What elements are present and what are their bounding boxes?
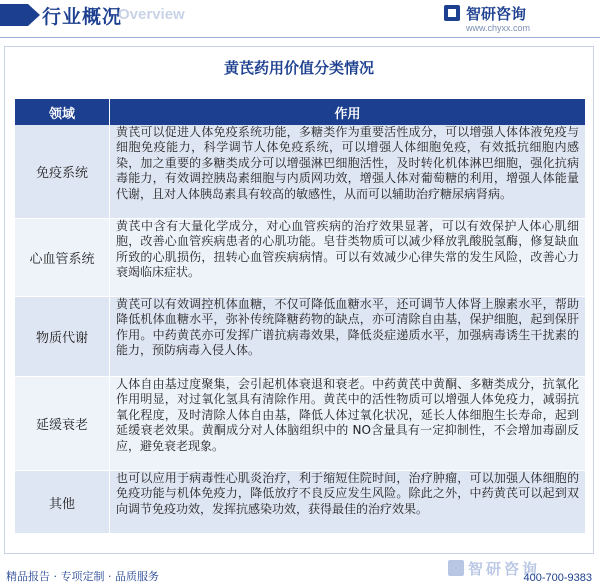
footer [0, 558, 600, 588]
row-category: 物质代谢 [15, 297, 110, 376]
logo [426, 3, 586, 35]
footer-slogan: 精品报告 · 专项定制 · 品质服务 [6, 570, 159, 583]
row-category: 心血管系统 [15, 219, 110, 296]
column-header-field: 领域 [15, 99, 110, 125]
value-table [15, 99, 585, 534]
row-description: 黄芪可以有效调控机体血糖，不仅可降低血糖水平，还可调节人体肾上腺素水平，帮助降低机体血糖水平，弥补传统降糖药物的缺点，亦可清除自由基，保护细胞，起到保肝作用。中药黄芪亦可发挥广谱抗病毒效果，降低炎症递质水平，加强病毒诱生干扰素的能力，预防病毒入侵人体。 [110, 297, 585, 376]
footer-phone: 400-700-9383 [523, 572, 592, 584]
row-category: 延缓衰老 [15, 377, 110, 470]
column-header-effect: 作用 [334, 106, 361, 122]
table-title: 黄芪药用价值分类情况 [223, 59, 374, 77]
row-category: 其他 [15, 471, 110, 533]
table-row [15, 377, 585, 471]
header-divider [0, 37, 600, 38]
table-row [15, 471, 585, 534]
brand-bar [0, 4, 28, 26]
table-row [15, 219, 585, 297]
section-title: 行业概况 [42, 6, 123, 28]
row-description: 也可以应用于病毒性心肌炎治疗，利于缩短住院时间，治疗肿瘤，可以加强人体细胞的免疫功能与机体免疫力，降低放疗不良反应发生风险。除此之外，中药黄芪可以起到双向调节免疫功效，发挥抗感染功效，获得最佳的治疗效果。 [110, 471, 585, 533]
content-frame [4, 46, 594, 554]
footer-watermark: 智研咨询 [468, 560, 541, 578]
row-description: 黄芪可以促进人体免疫系统功能，多糖类作为重要活性成分，可以增强人体体液免疫与细胞免疫能力，科学调节人体免疫系统，可以增强人体细胞免疫，有效抵抗细胞内感染，加之重要的多糖类成分可以增强淋巴细胞活性，及时转化机体淋巴细胞，强化抗病毒能力，有效调控胰岛素细胞与内质网功效，增强人体对葡萄糖的利用，增强人体能量代谢，且对人体胰岛素具有较高的敏感性，从而可以辅助治疗糖尿病肾病。 [110, 125, 585, 218]
logo-text: 智研咨询 [466, 5, 527, 23]
section-subtitle: Overview [118, 6, 185, 23]
logo-icon [444, 5, 460, 21]
table-row [15, 297, 585, 377]
top-header [0, 0, 600, 38]
row-description: 人体自由基过度聚集，会引起机体衰退和衰老。中药黄芪中黄酮、多糖类成分，抗氧化作用明显，对过氧化氢具有清除作用。黄芪中的活性物质可以增强人体免疫力，减弱抗氧化程度，及时清除人体自由基，降低人体过氧化状况，延长人体细胞生长寿命，起到延缓衰老效果。黄酮成分对人体脑组织中的 NO含量具有一定抑制性，不会增加毒副反应，避免衰老现象。 [110, 377, 585, 470]
logo-url: www.chyxx.com [466, 23, 531, 33]
table-header [15, 99, 585, 125]
watermark-logo-icon [448, 560, 464, 576]
row-description: 黄芪中含有大量化学成分，对心血管疾病的治疗效果显著，可以有效保护人体心肌细胞，改善心血管疾病患者的心肌功能。皂苷类物质可以减少释放乳酸脱氢酶，修复缺血所致的心肌损伤，扭转心血管疾病病情。可以有效减少心律失常的发生风险，改善心力衰竭临床症状。 [110, 219, 585, 296]
row-category: 免疫系统 [15, 125, 110, 218]
table-row [15, 125, 585, 219]
